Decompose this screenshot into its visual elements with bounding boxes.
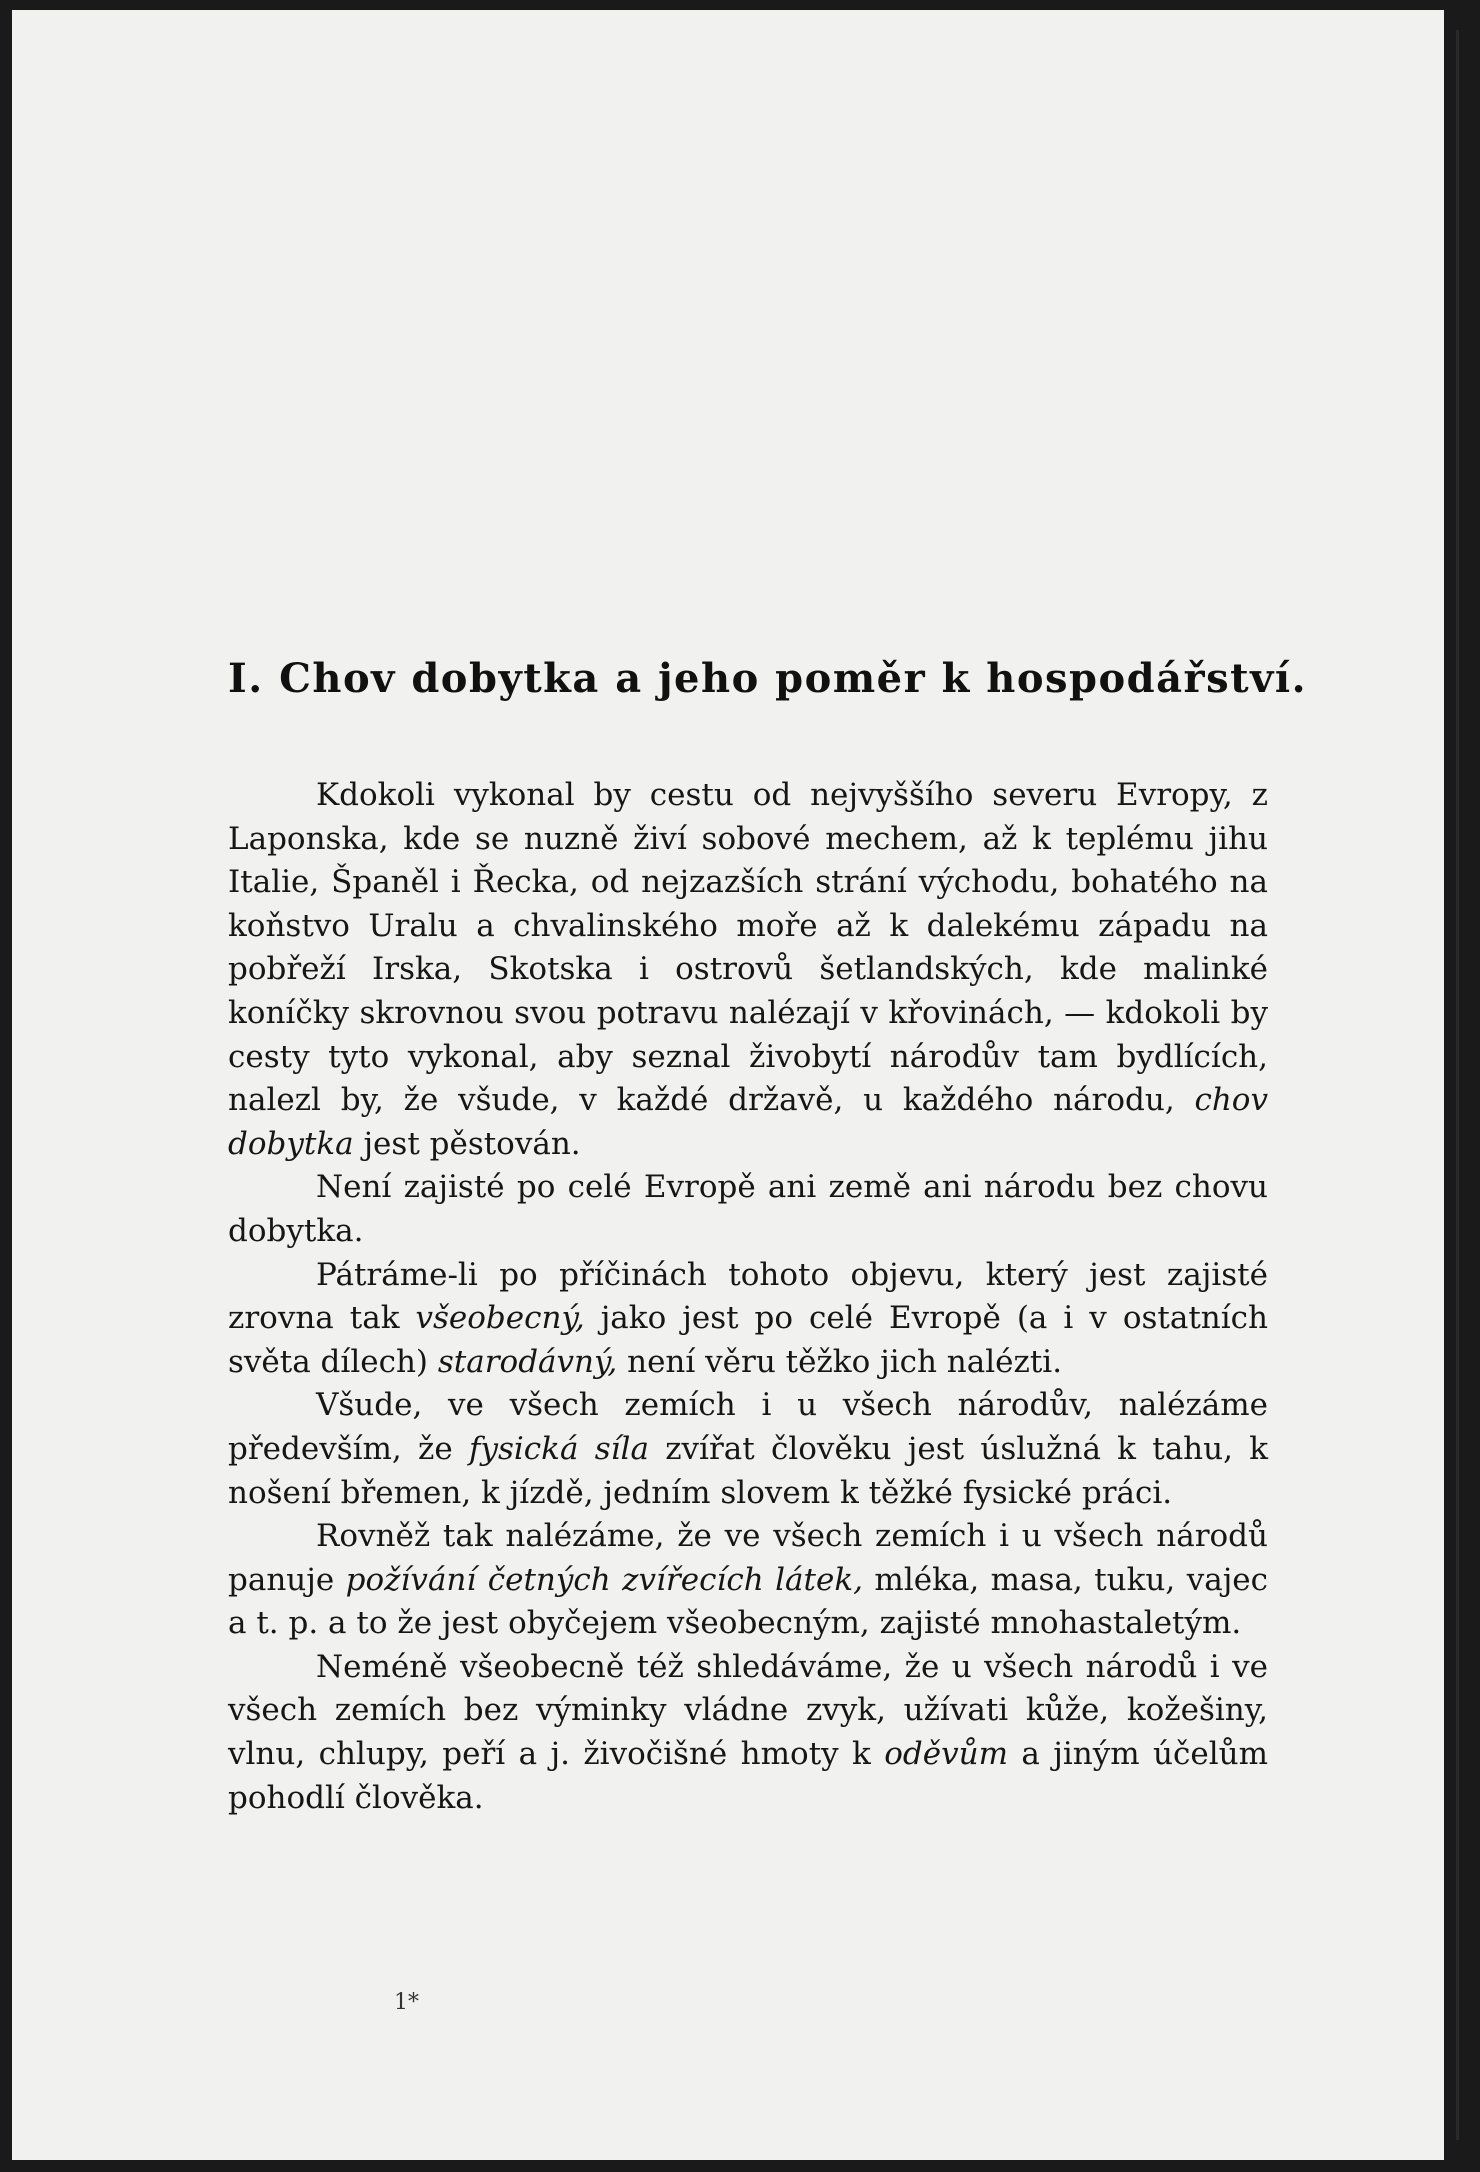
paragraph-text: jest pěstován. <box>353 1125 581 1162</box>
paragraph-text: zvířat člověku jest úslužná k tahu, k nošení břemen, k jízdě, jedním slovem k těžké fysické práci. <box>228 1430 1269 1511</box>
printer-signature-mark: 1* <box>394 1990 419 2015</box>
paragraph-text: Rovněž tak nalézáme, že ve všech zemích i u všech národů panuje <box>228 1518 1268 1598</box>
paragraph <box>228 1166 1268 1253</box>
paragraph-text: a jiným účelům pohodlí člověka. <box>228 1736 1268 1816</box>
paragraph <box>228 1254 1268 1385</box>
emphasized-term: chov dobytka <box>228 1082 1268 1162</box>
paragraph <box>228 1515 1268 1646</box>
emphasized-term: oděvům <box>884 1736 1008 1773</box>
paragraph-text: Kdokoli vykonal by cestu od nejvyššího severu Evropy, z Laponska, kde se nuzně živí sobové mechem, až k teplému jihu Italie, Španěl i Řecka, od nejzazších strání východu, bohatého na koňstvo Uralu a chvalinského moře až k dalekému západu na pobřeží Irska, Skotska i ostrovů šetlandských, kde malinké koníčky skrovnou svou potravu nalézají v křovinách, — kdokoli by cesty tyto vykonal, aby seznal živobytí národův tam bydlících, nalezl by, že všude, v každé državě, u každého národu, <box>228 777 1268 1119</box>
paragraph <box>228 1646 1268 1820</box>
chapter-title: I. Chov dobytka a jeho poměr k hospodářství. <box>228 655 1307 702</box>
paragraph <box>228 774 1268 1166</box>
chapter-body <box>228 774 1268 1820</box>
paragraph-text: Neméně všeobecně též shledáváme, že u všech národů i ve všech zemích bez výminky vládne zvyk, užívati kůže, kožešiny, vlnu, chlupy, peří a j. živočišné hmoty k <box>228 1648 1268 1773</box>
page-gutter-edge <box>1456 30 1459 2140</box>
emphasized-term: požívání četných zvířecích látek, <box>345 1561 863 1598</box>
paragraph-text: Všude, ve všech zemích i u všech národův, nalézáme především, že <box>228 1387 1268 1467</box>
paragraph-text: mléka, masa, tuku, vajec a t. p. a to že jest obyčejem všeobecným, zajisté mnohastaletým. <box>228 1561 1269 1642</box>
emphasized-term: všeobecný, <box>415 1300 585 1337</box>
paragraph-text: jako jest po celé Evropě (a i v ostatních světa dílech) <box>228 1300 1268 1380</box>
emphasized-term: fysická síla <box>469 1430 649 1467</box>
paragraph-text: není věru těžko jich nalézti. <box>617 1343 1063 1380</box>
paragraph-text: Není zajisté po celé Evropě ani země ani národu bez chovu dobytka. <box>228 1169 1268 1249</box>
paragraph-text: Pátráme-li po příčinách tohoto objevu, který jest zajisté zrovna tak <box>228 1256 1268 1337</box>
paragraph <box>228 1384 1268 1515</box>
emphasized-term: starodávný, <box>437 1343 618 1380</box>
